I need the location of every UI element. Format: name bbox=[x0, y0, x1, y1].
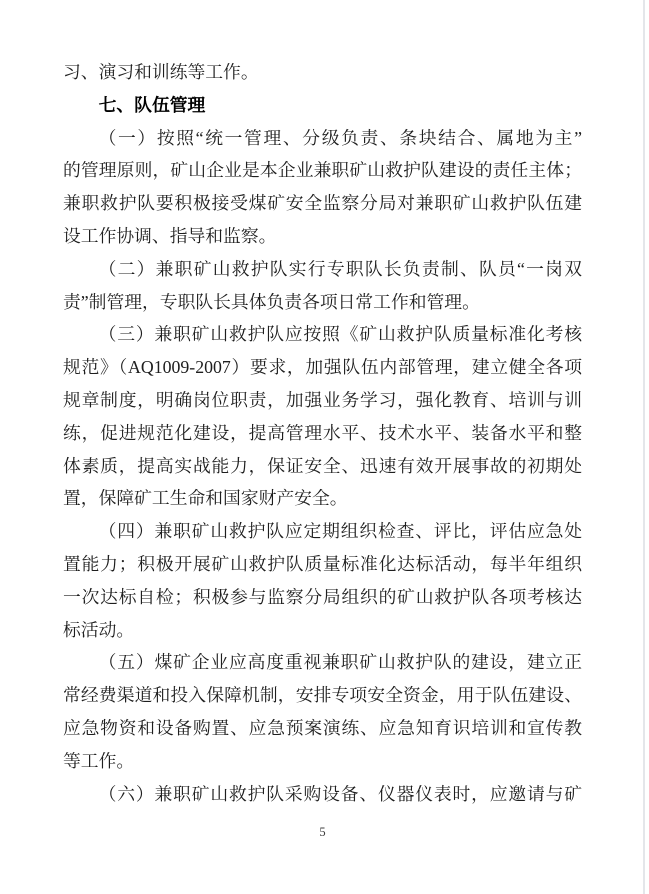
document-line: 常经费渠道和投入保障机制，安排专项安全资金，用于队伍建设、 bbox=[63, 685, 582, 706]
paragraph-first-line: （一）按照“统一管理、分级负责、条块结合、属地为主” bbox=[98, 127, 582, 148]
document-line: 设工作协调、指导和监察。 bbox=[63, 225, 277, 246]
document-body bbox=[63, 56, 582, 810]
paragraph-first-line: （五）煤矿企业应高度重视兼职矿山救护队的建设，建立正 bbox=[98, 652, 582, 673]
document-line: 应急物资和设备购置、应急预案演练、应急知育识培训和宣传教 bbox=[63, 717, 582, 738]
document-line: 体素质，提高实战能力，保证安全、迅速有效开展事故的初期处 bbox=[63, 455, 582, 476]
document-line: 置，保障矿工生命和国家财产安全。 bbox=[63, 488, 348, 509]
page-edge-divider bbox=[643, 0, 645, 894]
document-line: 规范》（AQ1009-2007）要求，加强队伍内部管理，建立健全各项 bbox=[63, 357, 582, 378]
document-line: 习、演习和训练等工作。 bbox=[63, 62, 259, 82]
document-line: 等工作。 bbox=[63, 750, 135, 771]
document-line: 标活动。 bbox=[63, 619, 135, 640]
page-number: 5 bbox=[319, 825, 326, 839]
paragraph-first-line: （六）兼职矿山救护队采购设备、仪器仪表时，应邀请与矿 bbox=[98, 783, 582, 804]
document-line: 责”制管理，专职队长具体负责各项日常工作和管理。 bbox=[63, 291, 480, 312]
document-line: 置能力；积极开展矿山救护队质量标准化达标活动，每半年组织 bbox=[63, 553, 582, 574]
paragraph-first-line: （二）兼职矿山救护队实行专职队长负责制、队员“一岗双 bbox=[98, 258, 582, 279]
document-line: 一次达标自检；积极参与监察分局组织的矿山救护队各项考核达 bbox=[63, 586, 582, 607]
paragraph-first-line: （四）兼职矿山救护队应定期组织检查、评比，评估应急处 bbox=[98, 521, 582, 542]
document-line: 规章制度，明确岗位职责，加强业务学习，强化教育、培训与训 bbox=[63, 389, 582, 410]
document-line: 练，促进规范化建设，提高管理水平、技术水平、装备水平和整 bbox=[63, 422, 582, 443]
document-line: 兼职救护队要积极接受煤矿安全监察分局对兼职矿山救护队伍建 bbox=[63, 193, 582, 214]
document-line: 的管理原则，矿山企业是本企业兼职矿山救护队建设的责任主体； bbox=[63, 160, 582, 181]
section-heading: 七、队伍管理 bbox=[98, 94, 206, 115]
paragraph-first-line: （三）兼职矿山救护队应按照《矿山救护队质量标准化考核 bbox=[98, 324, 582, 345]
